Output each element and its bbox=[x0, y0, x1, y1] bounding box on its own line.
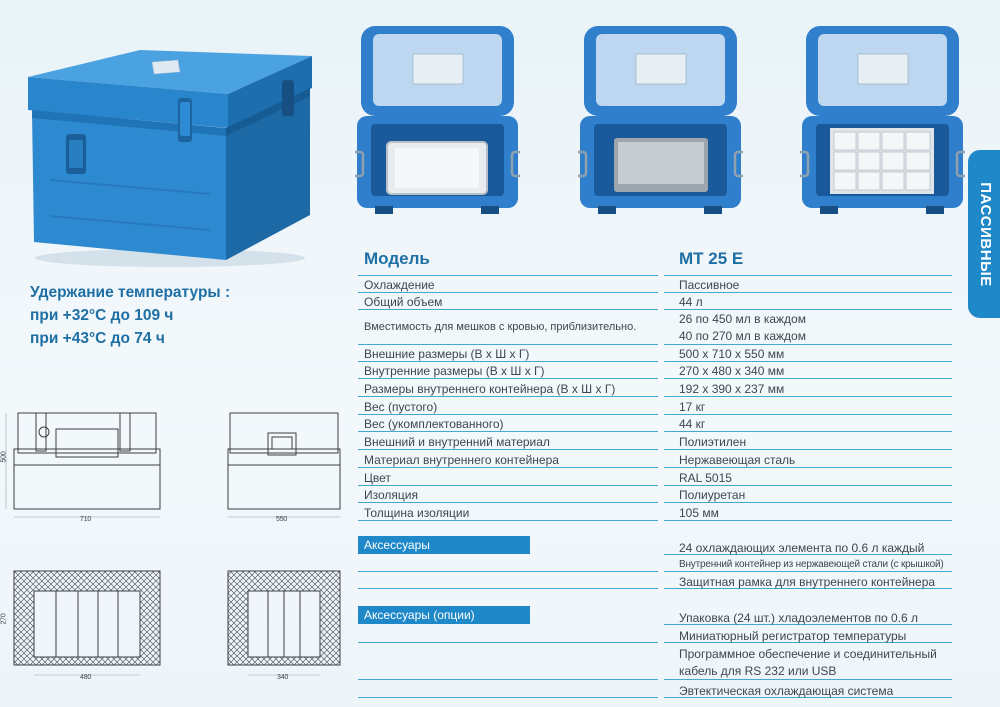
table-rule bbox=[358, 571, 658, 572]
spec-label: Вместимость для мешков с кровью, приблизительно. bbox=[364, 321, 637, 333]
side-width-dimension: 550 bbox=[276, 516, 288, 523]
table-rule bbox=[358, 292, 658, 293]
spec-label: Материал внутреннего контейнера bbox=[364, 453, 559, 467]
table-rule bbox=[358, 396, 658, 397]
spec-value: 270 х 480 х 340 мм bbox=[679, 364, 785, 378]
table-rule bbox=[358, 449, 658, 450]
spec-value: 192 х 390 х 237 мм bbox=[679, 382, 785, 396]
accessories-header: Аксессуары bbox=[358, 536, 530, 554]
section-width-dimension: 480 bbox=[80, 674, 92, 681]
section-height-dimension: 270 bbox=[0, 613, 8, 625]
spec-header-model-value: МТ 25 Е bbox=[679, 249, 744, 268]
spec-value: Полиэтилен bbox=[679, 435, 747, 449]
open-cooler-ice-packs-photo bbox=[800, 20, 965, 220]
side-section-drawing bbox=[222, 563, 342, 683]
table-rule bbox=[664, 414, 952, 415]
spec-value: Полиуретан bbox=[679, 488, 746, 502]
optional-accessory-item: Миниатюрный регистратор температуры bbox=[679, 629, 907, 643]
temperature-retention-line-1: при +32°С до 109 ч bbox=[30, 307, 174, 324]
spec-value: 17 кг bbox=[679, 400, 706, 414]
table-rule bbox=[358, 697, 658, 698]
front-height-dimension: 500 bbox=[0, 451, 8, 463]
front-section-drawing bbox=[0, 563, 165, 683]
spec-value: 44 л bbox=[679, 295, 703, 309]
table-rule bbox=[358, 679, 658, 680]
table-rule bbox=[358, 378, 658, 379]
spec-value: 500 х 710 х 550 мм bbox=[679, 347, 785, 361]
spec-label: Внешние размеры (В х Ш х Г) bbox=[364, 347, 530, 361]
table-rule bbox=[358, 520, 658, 521]
section-depth-dimension: 340 bbox=[277, 674, 289, 681]
cooler-box-photo bbox=[20, 20, 320, 270]
table-rule bbox=[358, 344, 658, 345]
front-view-drawing bbox=[0, 405, 165, 525]
spec-value: Пассивное bbox=[679, 278, 740, 292]
accessory-item: Внутренний контейнер из нержавеющей стали (с крышкой) bbox=[679, 559, 944, 570]
front-width-dimension: 710 bbox=[80, 516, 92, 523]
spec-label: Толщина изоляции bbox=[364, 506, 470, 520]
open-cooler-steel-container-photo bbox=[578, 20, 743, 220]
spec-label: Внутренние размеры (В х Ш х Г) bbox=[364, 364, 545, 378]
accessory-item: 24 охлаждающих элемента по 0.6 л каждый bbox=[679, 541, 925, 555]
spec-label: Цвет bbox=[364, 471, 391, 485]
optional-accessory-item: Программное обеспечение и соединительный bbox=[679, 647, 937, 661]
table-rule bbox=[358, 414, 658, 415]
table-rule bbox=[664, 344, 952, 345]
temperature-retention-title: Удержание температуры : bbox=[30, 284, 231, 301]
side-view-drawing bbox=[222, 405, 342, 525]
temperature-retention-line-2: при +43°С до 74 ч bbox=[30, 330, 165, 347]
table-rule bbox=[664, 467, 952, 468]
table-rule bbox=[358, 431, 658, 432]
table-rule bbox=[664, 361, 952, 362]
optional-accessory-item: кабель для RS 232 или USB bbox=[679, 664, 837, 678]
category-side-tab-label: ПАССИВНЫЕ bbox=[976, 181, 994, 287]
table-rule bbox=[664, 309, 952, 310]
spec-label: Изоляция bbox=[364, 488, 418, 502]
spec-label: Вес (пустого) bbox=[364, 400, 438, 414]
spec-label: Размеры внутреннего контейнера (В х Ш х Г) bbox=[364, 382, 616, 396]
table-rule bbox=[358, 642, 658, 643]
table-rule bbox=[358, 309, 658, 310]
table-rule bbox=[664, 502, 952, 503]
table-rule bbox=[664, 520, 952, 521]
spec-value: 26 по 450 мл в каждом bbox=[679, 312, 806, 326]
spec-label: Вес (укомплектованного) bbox=[364, 417, 504, 431]
spec-value: RAL 5015 bbox=[679, 471, 732, 485]
spec-value: 105 мм bbox=[679, 506, 719, 520]
table-rule bbox=[664, 679, 952, 680]
spec-value: Нержавеющая сталь bbox=[679, 453, 796, 467]
spec-label: Общий объем bbox=[364, 295, 443, 309]
spec-value: 44 кг bbox=[679, 417, 706, 431]
spec-label: Охлаждение bbox=[364, 278, 435, 292]
spec-label: Внешний и внутренний материал bbox=[364, 435, 550, 449]
spec-value: 40 по 270 мл в каждом bbox=[679, 329, 806, 343]
table-rule bbox=[664, 449, 952, 450]
table-rule bbox=[358, 361, 658, 362]
table-rule bbox=[664, 378, 952, 379]
optional-accessories-header: Аксессуары (опции) bbox=[358, 606, 530, 624]
table-rule bbox=[358, 485, 658, 486]
temperature-retention-block bbox=[30, 281, 330, 350]
table-rule bbox=[358, 275, 658, 276]
table-rule bbox=[358, 502, 658, 503]
optional-accessory-item: Эвтектическая охлаждающая система bbox=[679, 684, 894, 698]
table-rule bbox=[664, 396, 952, 397]
table-rule bbox=[664, 431, 952, 432]
table-rule bbox=[664, 485, 952, 486]
table-rule bbox=[664, 292, 952, 293]
table-rule bbox=[358, 467, 658, 468]
accessory-item: Защитная рамка для внутреннего контейнера bbox=[679, 575, 936, 589]
spec-header-model-label: Модель bbox=[364, 249, 430, 268]
open-cooler-empty-photo bbox=[355, 20, 520, 220]
table-rule bbox=[664, 275, 952, 276]
table-rule bbox=[358, 588, 658, 589]
category-side-tab bbox=[968, 150, 1000, 318]
optional-accessory-item: Упаковка (24 шт.) хладоэлементов по 0.6 л bbox=[679, 611, 919, 625]
